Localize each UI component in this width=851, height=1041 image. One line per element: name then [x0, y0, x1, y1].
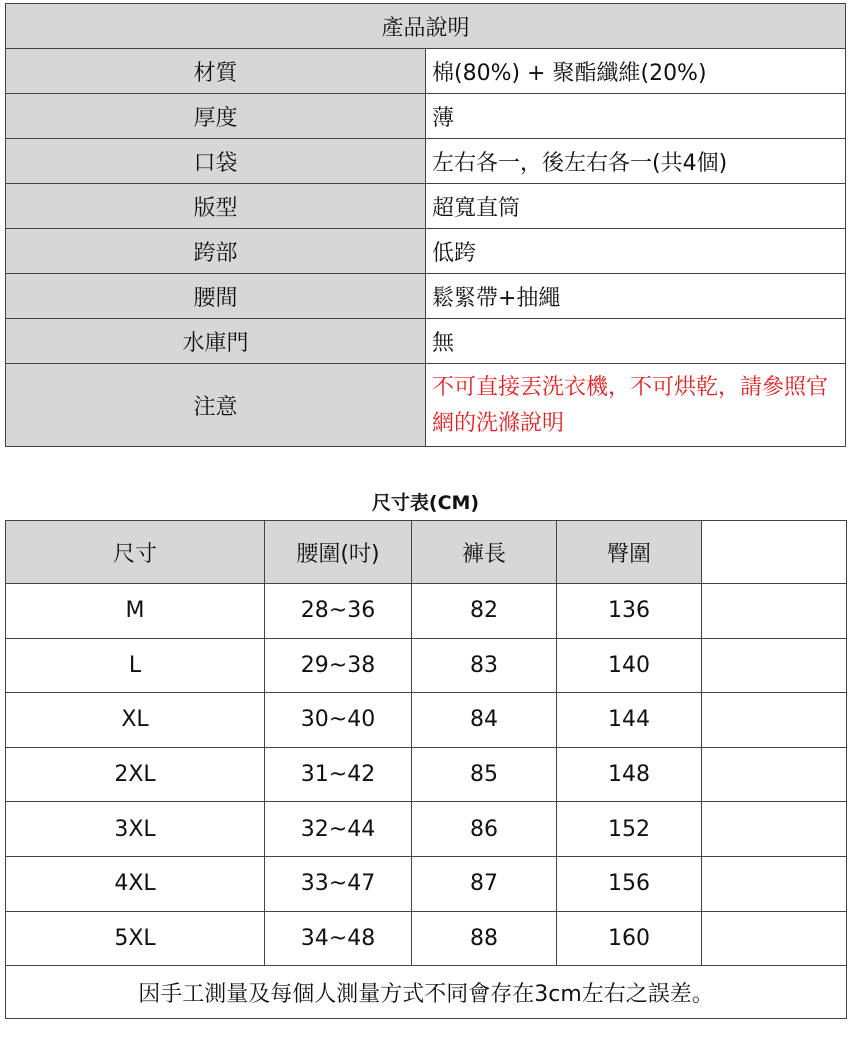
table-row: [6, 364, 846, 447]
waist-value: 鬆緊帶+抽繩: [426, 274, 846, 319]
table-cell: 33~47: [265, 856, 412, 911]
fly-value: 無: [426, 319, 846, 364]
table-row: [6, 229, 846, 274]
table-row: [6, 319, 846, 364]
measurement-footnote: 因手工測量及每個人測量方式不同會存在3cm左右之誤差。: [6, 966, 847, 1019]
table-row: [6, 139, 846, 184]
table-cell: 31~42: [265, 747, 412, 802]
table-cell: 144: [557, 693, 702, 748]
table-row: [6, 802, 847, 857]
table-cell: 82: [412, 584, 557, 639]
crotch-value: 低跨: [426, 229, 846, 274]
pocket-value: 左右各一，後左右各一(共4個): [426, 139, 846, 184]
table-cell: 148: [557, 747, 702, 802]
material-label: 材質: [6, 49, 426, 94]
table-row: [6, 638, 847, 693]
table-cell: [702, 747, 847, 802]
table-cell: [702, 802, 847, 857]
product-info-title: 產品說明: [6, 4, 846, 49]
fit-label: 版型: [6, 184, 426, 229]
column-header: 尺寸: [6, 521, 265, 584]
table-cell: [702, 911, 847, 966]
table-cell: XL: [6, 693, 265, 748]
note-label: 注意: [6, 364, 426, 447]
table-row: [6, 49, 846, 94]
column-header: 臀圍: [557, 521, 702, 584]
column-header: [702, 521, 847, 584]
table-cell: 2XL: [6, 747, 265, 802]
table-cell: 34~48: [265, 911, 412, 966]
thickness-label: 厚度: [6, 94, 426, 139]
table-cell: 32~44: [265, 802, 412, 857]
table-cell: 83: [412, 638, 557, 693]
table-cell: 5XL: [6, 911, 265, 966]
table-row: [6, 856, 847, 911]
table-cell: 28~36: [265, 584, 412, 639]
table-cell: 30~40: [265, 693, 412, 748]
size-chart-table: [5, 520, 847, 1019]
table-cell: 156: [557, 856, 702, 911]
table-row: [6, 911, 847, 966]
column-header: 褲長: [412, 521, 557, 584]
table-cell: 84: [412, 693, 557, 748]
table-cell: 29~38: [265, 638, 412, 693]
table-cell: 140: [557, 638, 702, 693]
thickness-value: 薄: [426, 94, 846, 139]
table-row: [6, 274, 846, 319]
fly-label: 水庫門: [6, 319, 426, 364]
table-cell: [702, 584, 847, 639]
table-cell: 88: [412, 911, 557, 966]
waist-label: 腰間: [6, 274, 426, 319]
table-cell: L: [6, 638, 265, 693]
table-cell: 3XL: [6, 802, 265, 857]
table-cell: 86: [412, 802, 557, 857]
table-cell: 87: [412, 856, 557, 911]
product-info-table: [5, 3, 846, 447]
table-row: [6, 966, 847, 1019]
table-cell: 160: [557, 911, 702, 966]
table-cell: [702, 638, 847, 693]
table-row: [6, 94, 846, 139]
table-cell: 136: [557, 584, 702, 639]
table-cell: 152: [557, 802, 702, 857]
pocket-label: 口袋: [6, 139, 426, 184]
table-row: [6, 693, 847, 748]
table-header-row: [6, 521, 847, 584]
column-header: 腰圍(吋): [265, 521, 412, 584]
table-row: [6, 184, 846, 229]
size-chart-title: 尺寸表(CM): [371, 492, 480, 514]
care-warning: 不可直接丟洗衣機，不可烘乾，請參照官網的洗滌說明: [426, 364, 846, 447]
crotch-label: 跨部: [6, 229, 426, 274]
table-cell: M: [6, 584, 265, 639]
table-cell: 4XL: [6, 856, 265, 911]
table-cell: [702, 693, 847, 748]
table-row: [6, 584, 847, 639]
table-cell: [702, 856, 847, 911]
fit-value: 超寬直筒: [426, 184, 846, 229]
table-cell: 85: [412, 747, 557, 802]
table-row: [6, 747, 847, 802]
material-value: 棉(80%) + 聚酯纖維(20%): [426, 49, 846, 94]
